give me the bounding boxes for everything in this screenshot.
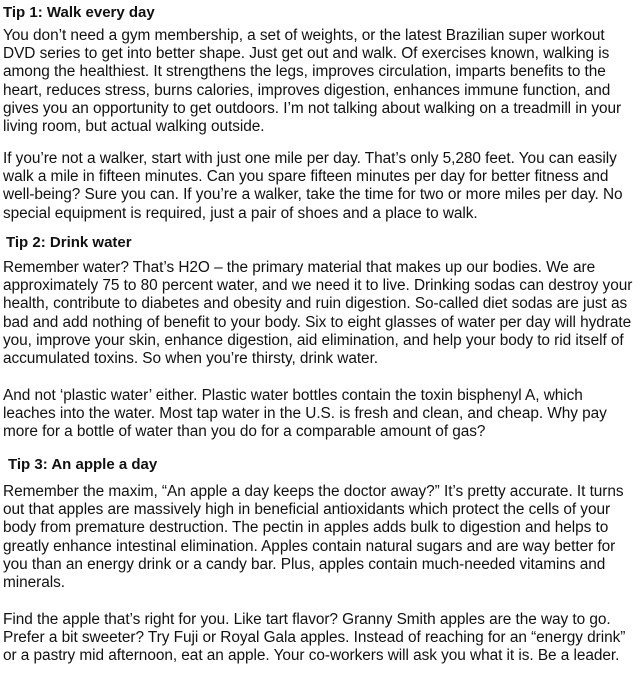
tip-2-paragraph-2: And not ‘plastic water’ either. Plastic water bottles contain the toxin bisphenyl A, which leaches into the water. Most tap water in the U.S. is fresh and clean, and cheap. Why pay more for a bottle of water than you do for a comparable amount of gas? [3,387,607,441]
tip-1-paragraph-1: You don’t need a gym membership, a set of weights, or the latest Brazilian super workout DVD series to get into better shape. Just get out and walk. Of exercises known, walking is among the healthiest. It strengthens the legs, improves circulation, imparts benefits to the heart, reduces stress, burns calories, improves digestion, enhances immune function, and gives you an opportunity to get outdoors. I’m not talking about walking on a treadmill in your living room, but actual walking outside. [3,27,622,136]
tip-1-heading: Tip 1: Walk every day [3,4,155,21]
tip-1-paragraph-2: If you’re not a walker, start with just one mile per day. That’s only 5,280 feet. You can easily walk a mile in fifteen minutes. Can you spare fifteen minutes per day for better fitness and well-being? Sure you can. If you’re a walker, take the time for two or more miles per day. No special equipment is required, just a pair of shoes and a place to walk. [3,150,623,222]
tip-2-heading: Tip 2: Drink water [6,234,132,251]
tip-3-paragraph-2: Find the apple that’s right for you. Like tart flavor? Granny Smith apples are the way to go. Prefer a bit sweeter? Try Fuji or Royal Gala apples. Instead of reaching for an “energy drink” or a pastry mid afternoon, eat an apple. Your co-workers will ask you what it is. Be a leader. [3,611,626,665]
tip-3-paragraph-1: Remember the maxim, “An apple a day keeps the doctor away?” It’s pretty accurate. It turns out that apples are massively high in beneficial antioxidants which protect the cells of your body from premature destruction. The pectin in apples adds bulk to digestion and helps to greatly enhance intestinal elimination. Apples contain natural sugars and are way better for you than an energy drink or a candy bar. Plus, apples contain much-needed vitamins and minerals. [3,483,624,592]
tip-3-heading: Tip 3: An apple a day [8,456,158,473]
tip-2-paragraph-1: Remember water? That’s H2O – the primary material that makes up our bodies. We are approximately 75 to 80 percent water, and we need it to live. Drinking sodas can destroy your health, contribute to diabetes and obesity and ruin digestion. So-called diet sodas are just as bad and add nothing of benefit to your body. Six to eight glasses of water per day will hydrate you, improve your skin, enhance digestion, aid elimination, and help your body to rid itself of accumulated toxins. So when you’re thirsty, drink water. [3,259,633,368]
